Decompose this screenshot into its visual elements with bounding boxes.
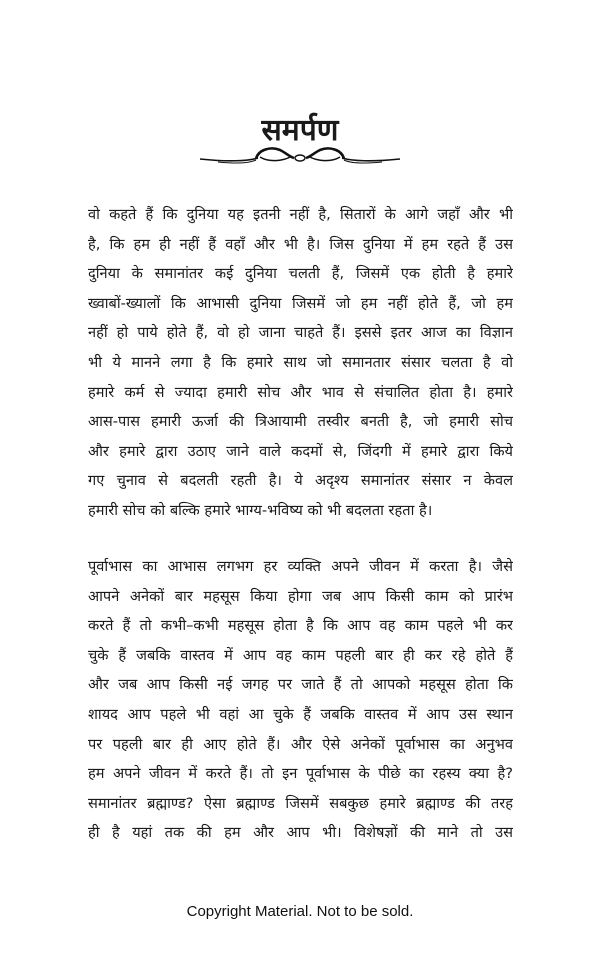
text-line: शायद आप पहले भी वहां आ चुके हैं जबकि वास्तव में आप उस स्थान [88,705,513,723]
text-line: है, कि हम ही नहीं हैं वहाँ और भी है। जिस दुनिया में हम रहते हैं उस [88,235,513,253]
text-line: करते हैं तो कभी–कभी महसूस होता है कि आप वह काम पहले भी कर [88,617,513,635]
text-line: वो कहते हैं कि दुनिया यह इतनी नहीं है, सितारों के आगे जहाँ और भी [88,206,513,223]
text-line: हमारे कर्म से ज्यादा हमारी सोच और भाव से संचालित होता है। हमारे [88,383,513,401]
text-line: गए चुनाव से बदलती रहती है। ये अदृश्य समानांतर संसार न केवल [88,472,513,490]
flourish-divider-icon [198,140,402,170]
text-line: समानांतर ब्रह्माण्ड? ऐसा ब्रह्माण्ड जिसमें सबकुछ हमारे ब्रह्माण्ड की तरह [88,794,513,812]
text-line: पूर्वाभास का आभास लगभग हर व्यक्ति अपने जीवन में करता है। जैसे [88,558,513,575]
page-title: समर्पण [261,113,339,149]
text-line: हमारी सोच को बल्कि हमारे भाग्य-भविष्य को भी बदलता रहता है। [88,501,433,519]
text-line: और जब आप किसी नई जगह पर जाते हैं तो आपको महसूस होता कि [88,676,513,694]
text-line: चुके हैं जबकि वास्तव में आप वह काम पहली बार ही कर रहे होते हैं [88,646,513,664]
paragraph-1 [88,200,513,526]
text-line: ही है यहां तक की हम और आप भी। विशेषज्ञों की माने तो उस [88,824,513,842]
text-line: दुनिया के समानांतर कई दुनिया चलती हैं, जिसमें एक होती है हमारे [88,265,513,283]
text-line: ख्वाबों-ख्यालों कि आभासी दुनिया जिसमें जो हम नहीं होते हैं, जो हम [88,294,513,312]
copyright-footer: Copyright Material. Not to be sold. [186,903,414,920]
text-line: नहीं हो पाये होते हैं, वो हो जाना चाहते हैं। इससे इतर आज का विज्ञान [88,324,513,342]
paragraph-2 [88,552,513,848]
text-line: और हमारे द्वारा उठाए जाने वाले कदमों से, जिंदगी में हमारे द्वारा किये [88,442,513,460]
text-line: हम अपने जीवन में करते हैं। तो इन पूर्वाभास के पीछे का रहस्य क्या है? [88,765,513,783]
text-line: पर पहली बार ही आए होते हैं। और ऐसे अनेकों पूर्वाभास का अनुभव [88,735,513,753]
text-line: आपने अनेकों बार महसूस किया होगा जब आप किसी काम को प्रारंभ [88,587,513,605]
text-line: भी ये मानने लगा है कि हमारे साथ जो समानतार संसार चलता है वो [88,353,513,371]
text-line: आस-पास हमारी ऊर्जा की त्रिआयामी तस्वीर बनती है, जो हमारी सोच [88,413,513,431]
